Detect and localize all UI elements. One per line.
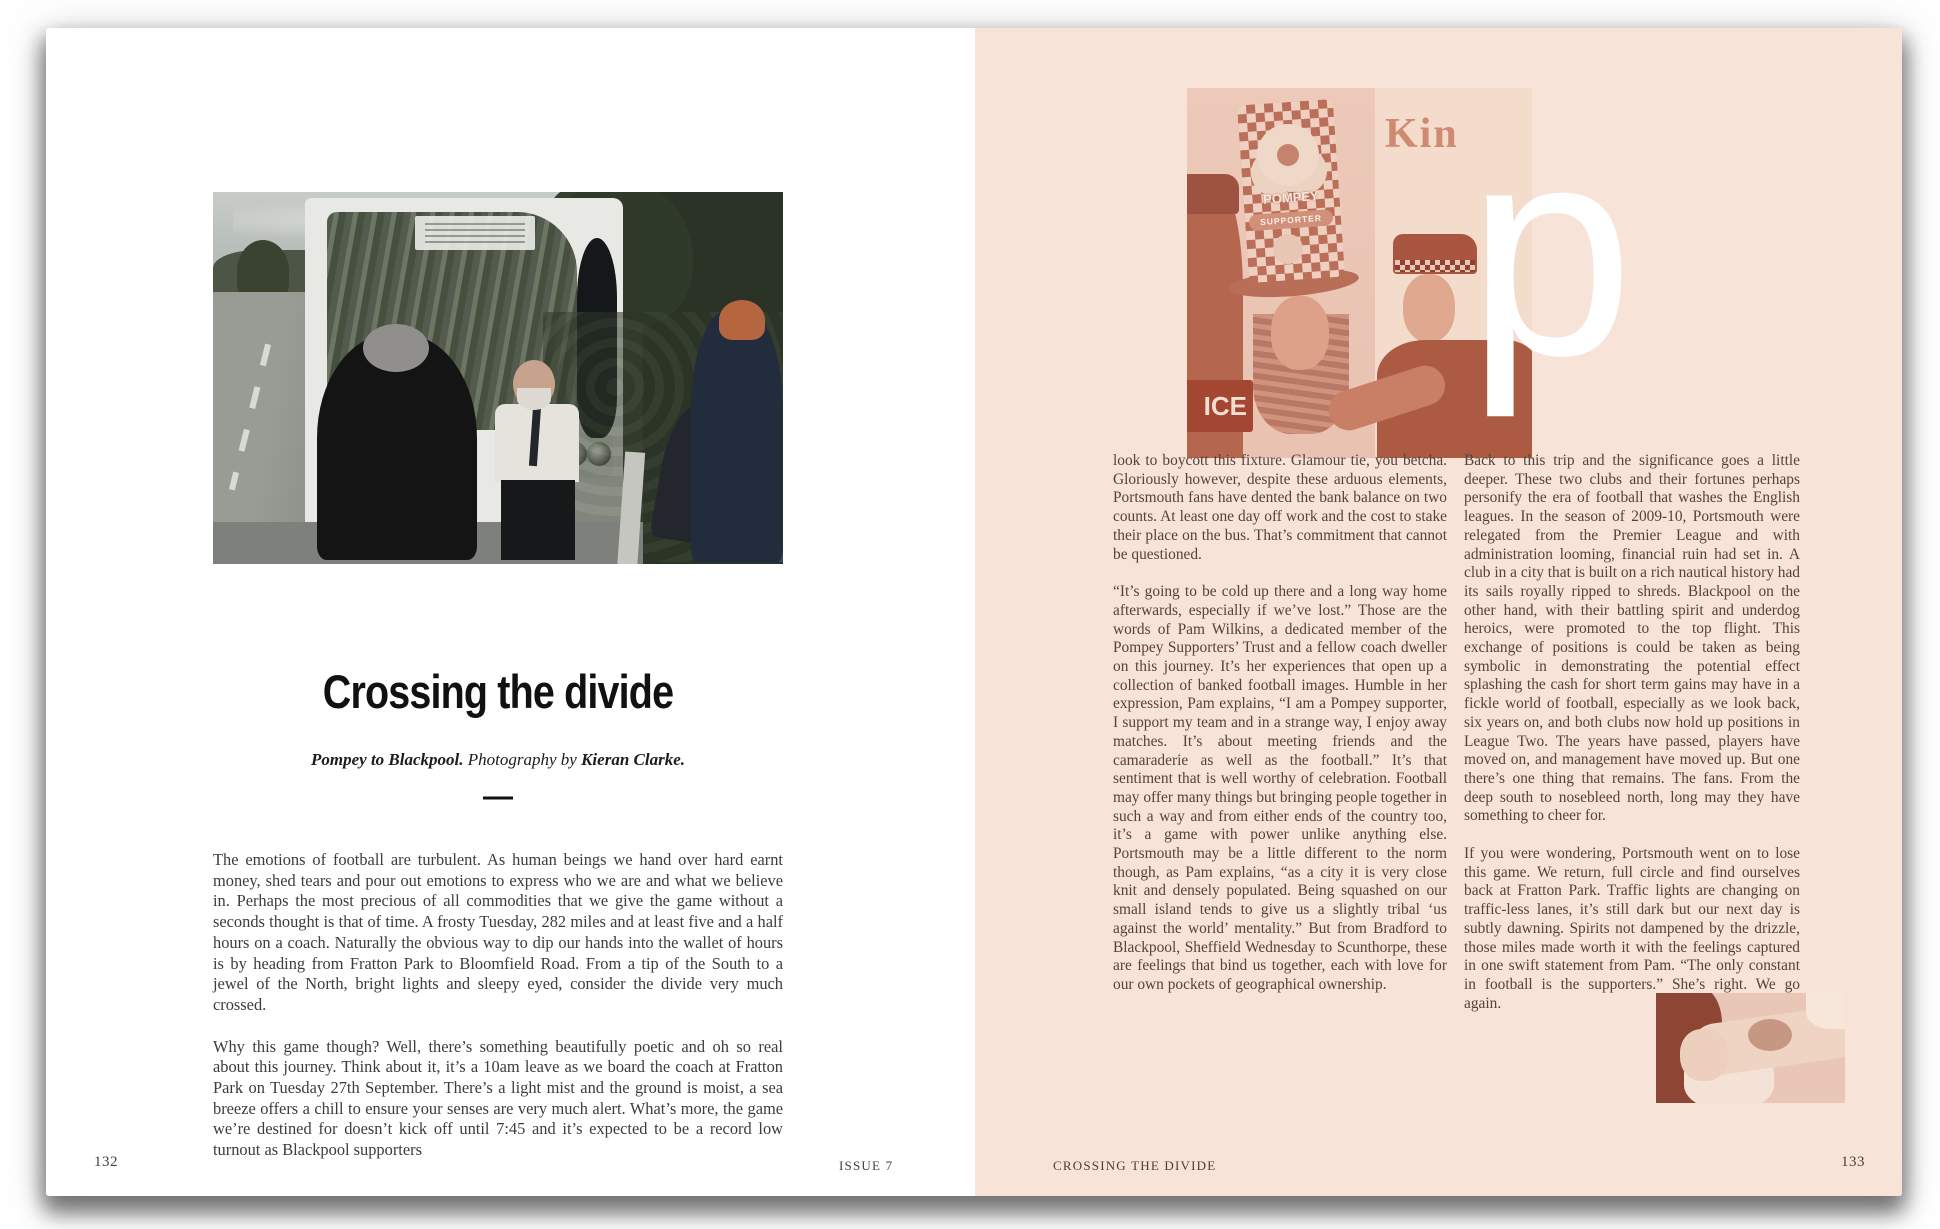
right-paragraph: look to boycott this fixture. Glamour tie, you betcha. Gloriously however, despite these arduous elements, Portsmouth fans have dented the bank balance on two counts. At least one day off work and the cost to stake their place on the bus. That’s commitment that cannot be questioned. bbox=[1113, 452, 1447, 563]
photo-right-officer-face bbox=[1403, 274, 1455, 342]
photo-tattoo bbox=[1748, 1019, 1792, 1051]
right-page-number: 133 bbox=[1841, 1154, 1865, 1170]
byline-credit: Photography by bbox=[467, 750, 582, 769]
tattooed-arm-duotone-photo bbox=[1656, 993, 1845, 1103]
right-paragraph: “It’s going to be cold up there and a long way home afterwards, especially if we’ve lost.” Those are the words of Pam Wilkins, a dedicated member of the Pompey Supporters’ Trust and a fellow coach dweller on this journey. It’s her experiences that open up a collection of banked football images. Humble in her expression, Pam explains, “I am a Pompey supporter, I support my team and in a strange way, I enjoy away matches. It’s about meeting friends and the camaraderie as well as the football.” It’s that sentiment that is well worthy of celebration. Football may offer many things but bringing people together in such a way and from either ends of the country too, it’s a game with power unlike anything else. Portsmouth may be a little different to the norm though, as Pam explains, “as a city it is very close knit and densely populated. Being squashed on our small island tends to give us a slightly tribal ‘us against the world’ mentality.” But from Bradford to Blackpool, Sheffield Wednesday to Scunthorpe, these are feelings that bind us together, each with love for our own pockets of geographical ownership. bbox=[1113, 583, 1447, 993]
right-column-2 bbox=[1464, 452, 1800, 1032]
photo-police-sign-text: ICE bbox=[1187, 380, 1253, 432]
photo-hat-supporter-text: SUPPORTER bbox=[1249, 209, 1334, 231]
right-column-1 bbox=[1113, 452, 1447, 1014]
coach-roadside-photo bbox=[213, 192, 783, 564]
section-divider: — bbox=[483, 780, 513, 813]
photo-redhaired-fan bbox=[691, 310, 783, 562]
drop-cap-p: p bbox=[1467, 82, 1634, 418]
photo-redhaired-fan-hair bbox=[719, 300, 765, 340]
running-header-article-title: CROSSING THE DIVIDE bbox=[1053, 1158, 1217, 1173]
photo-left-officer-cap bbox=[1187, 174, 1239, 214]
photo-right-officer-cap-band bbox=[1395, 260, 1475, 272]
photo-fist bbox=[1680, 1029, 1728, 1081]
photo-sleeve bbox=[1806, 993, 1845, 1029]
photo-supporter-face bbox=[1271, 296, 1329, 370]
right-paragraph: If you were wondering, Portsmouth went on to lose this game. We return, full circle and find ourselves back at Fratton Park. Traffic lights are changing on traffic-less lanes, it’s still dark but our next day is subtly dawning. Spirits not dampened by the drizzle, those miles made worth it with the feelings captured in one swift statement from Pam. “The only constant in football is the supporters.” She’s right. We go again. bbox=[1464, 845, 1800, 1012]
left-paragraph: Why this game though? Well, there’s something beautifully poetic and oh so real about this journey. Think about it, it’s a 10am leave as we board the coach at Fratton Park on Tuesday 27th September. There’s a light mist and the ground is moist, a sea breeze offers a chill to ensure your senses are very much alert. What’s more, the game we’re destined for doesn’t kick off until 7:45 and it’s expected to be a record low turnout as Blackpool supporters bbox=[213, 1036, 783, 1160]
byline-photographer: Kieran Clarke. bbox=[581, 750, 685, 769]
left-body-copy bbox=[213, 850, 783, 1182]
photo-driver-beard bbox=[517, 388, 551, 410]
left-page-number: 132 bbox=[94, 1154, 118, 1170]
photo-hat-pompey-text: POMPEY bbox=[1262, 188, 1320, 207]
photo-driver-legs bbox=[501, 480, 575, 560]
photo-sign-text: Kin bbox=[1385, 111, 1459, 157]
photo-large-fan-hair bbox=[363, 324, 429, 372]
byline-route: Pompey to Blackpool. bbox=[311, 750, 468, 769]
right-paragraph: Back to this trip and the significance goes a little deeper. These two clubs and their fortunes perhaps personify the era of football that washes the English leagues. In the season of 2009-10, Portsmouth were relegated from the Premier League and with administration looming, financial ruin had set in. A club in a city that is built on a rich nautical history had its sails royally ripped to shreds. Blackpool on the other hand, with their battling spirit and underdog heroics, were promoted to the top flight. This exchange of positions is could be taken as being symbolic in demonstrating the potential effect splashing the cash for short term gains may have in a fickle world of football, especially as we look back, six years on, and both clubs now hold up positions in League Two. The years have passed, players have moved on, and management have moved up. But one there’s one thing that remains. The fans. From the deep south to nosebleed north, long may they have something to cheer for. bbox=[1464, 452, 1800, 825]
magazine-spread bbox=[46, 28, 1902, 1196]
byline bbox=[213, 750, 783, 770]
photo-bus-window-sign bbox=[415, 216, 535, 250]
left-page bbox=[46, 28, 975, 1196]
right-page bbox=[975, 28, 1902, 1196]
article-title: Crossing the divide bbox=[322, 665, 674, 718]
issue-label: ISSUE 7 bbox=[839, 1158, 894, 1173]
left-paragraph: The emotions of football are turbulent. As human beings we hand over hard earnt money, shed tears and pour out emotions to express who we are and what we believe in. Perhaps the most precious of all commodities that we give the game without a seconds thought is that of time. A frosty Tuesday, 282 miles and at least five and a half hours on a coach. Naturally the obvious way to dip our hands into the wallet of hours is by heading from Fratton Park to Bloomfield Road. From a tip of the South to a jewel of the North, bright lights and sleepy eyed, consider the divide very much crossed. bbox=[213, 850, 783, 1014]
photo-hat-flower-center bbox=[1277, 144, 1299, 166]
